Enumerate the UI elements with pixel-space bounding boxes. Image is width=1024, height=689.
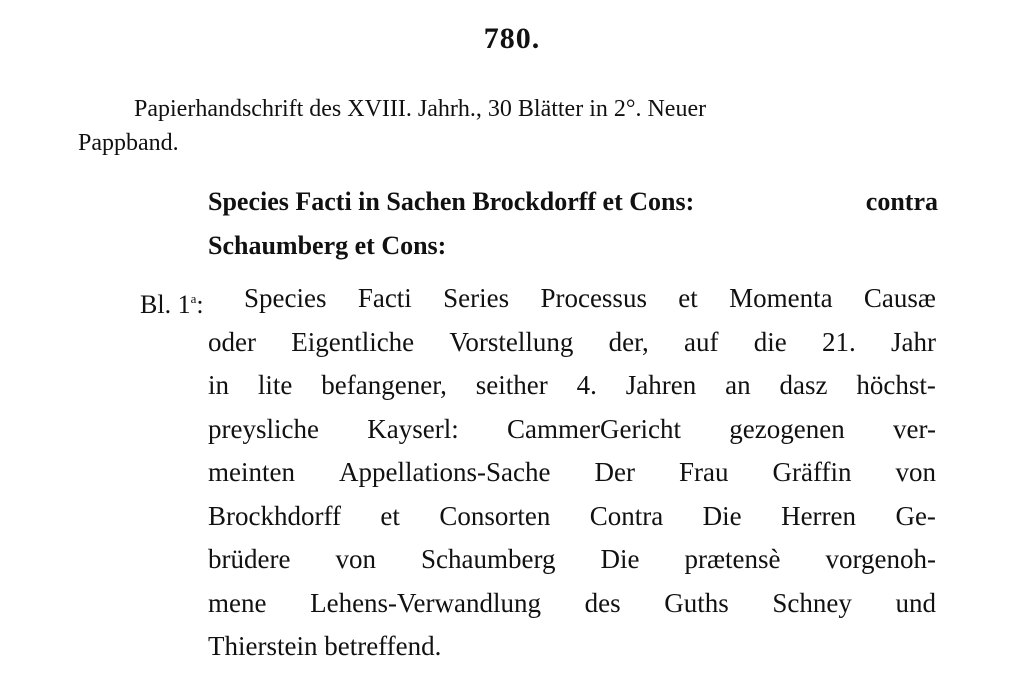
entry-word: Die bbox=[600, 544, 640, 574]
entry-word: vorgenoh- bbox=[825, 544, 936, 574]
entry-word: 21. bbox=[822, 326, 856, 357]
entry-word: Thierstein betreffend. bbox=[208, 631, 442, 661]
entry-word: Schaumberg bbox=[420, 544, 556, 574]
entry-line bbox=[208, 364, 936, 408]
entry-word: des bbox=[584, 587, 621, 618]
folio-separator: : bbox=[196, 290, 204, 319]
entry-line bbox=[208, 625, 936, 669]
folio-superscript: a bbox=[190, 291, 197, 306]
title-line-1 bbox=[208, 180, 938, 224]
entry-word: meinten bbox=[208, 457, 295, 487]
entry-word: Facti bbox=[357, 283, 412, 313]
entry-word: ver- bbox=[893, 413, 936, 444]
entry-word: Lehens-Verwandlung bbox=[310, 587, 542, 618]
entry-text bbox=[208, 277, 936, 669]
entry-word: Herren bbox=[781, 500, 857, 531]
entry-word: die bbox=[753, 326, 787, 357]
entry-word: Ge- bbox=[895, 500, 936, 531]
entry-word: brüdere bbox=[208, 544, 291, 574]
entry-word: von bbox=[335, 544, 376, 574]
entry-word: lite bbox=[257, 370, 293, 400]
entry-word: CammerGericht bbox=[507, 413, 681, 444]
entry-word: von bbox=[895, 457, 936, 487]
entry-word: Series bbox=[443, 283, 510, 313]
entry-word: Die bbox=[702, 500, 742, 531]
entry-word: Der bbox=[594, 457, 635, 487]
entry-word: oder bbox=[208, 326, 256, 357]
entry-word: et bbox=[678, 283, 698, 313]
entry-word: in bbox=[208, 370, 230, 400]
entry-word: Frau bbox=[678, 457, 729, 487]
entry-line bbox=[208, 321, 936, 365]
entry-word: Vorstellung bbox=[449, 326, 574, 357]
entry-word: an bbox=[725, 370, 751, 400]
title-line-1-main: Species Facti in Sachen Brockdorff et Cons: bbox=[208, 187, 695, 216]
entry-word: befangener, bbox=[321, 370, 447, 400]
entry-word: preysliche bbox=[208, 413, 319, 444]
entry-word: auf bbox=[684, 326, 719, 357]
title-line-1-end: contra bbox=[865, 187, 938, 216]
entry-line bbox=[208, 451, 936, 495]
entry-line bbox=[208, 582, 936, 626]
entry-word: Eigentliche bbox=[291, 326, 415, 357]
entry-word: dasz bbox=[779, 370, 828, 400]
entry-line bbox=[208, 495, 936, 539]
description-line-2: Pappband. bbox=[78, 130, 179, 156]
entry-word: Guths bbox=[664, 587, 729, 618]
folio-label-text: Bl. 1 bbox=[140, 290, 191, 319]
entry-line bbox=[208, 277, 936, 321]
manuscript-description bbox=[78, 92, 878, 160]
entry-word: höchst- bbox=[856, 370, 936, 400]
entry-line bbox=[208, 408, 936, 452]
entry-word: Gräffin bbox=[772, 457, 852, 487]
entry-word: der, bbox=[608, 326, 649, 357]
manuscript-title bbox=[208, 180, 938, 268]
entry-word: seither bbox=[475, 370, 548, 400]
entry-word: Causæ bbox=[863, 283, 936, 313]
entry-word: Processus bbox=[540, 283, 647, 313]
entry-word: 4. bbox=[576, 370, 597, 400]
entry-word: Jahr bbox=[890, 326, 936, 357]
entry-word: Species bbox=[244, 283, 327, 313]
entry-word: Consorten bbox=[439, 500, 551, 531]
entry-word: Brockhdorff bbox=[208, 500, 341, 531]
entry-word: et bbox=[380, 500, 400, 531]
entry-word: Momenta bbox=[729, 283, 833, 313]
entry-word: mene bbox=[208, 587, 267, 618]
entry-word: Jahren bbox=[625, 370, 697, 400]
entry-word: Schney bbox=[772, 587, 852, 618]
entry-word: Appellations-Sache bbox=[339, 457, 551, 487]
page-number: 780. bbox=[483, 22, 541, 55]
description-line-1: Papierhandschrift des XVIII. Jahrh., 30 Blätter in 2°. Neuer bbox=[134, 96, 707, 122]
entry-line bbox=[208, 538, 936, 582]
entry-word: und bbox=[895, 587, 936, 618]
entry-word: Contra bbox=[589, 500, 664, 531]
entry-word: Kayserl: bbox=[367, 413, 459, 444]
title-line-2: Schaumberg et Cons: bbox=[208, 231, 447, 260]
entry-word: gezogenen bbox=[729, 413, 845, 444]
entry-word: prætensè bbox=[684, 544, 781, 574]
folio-label bbox=[140, 277, 204, 327]
